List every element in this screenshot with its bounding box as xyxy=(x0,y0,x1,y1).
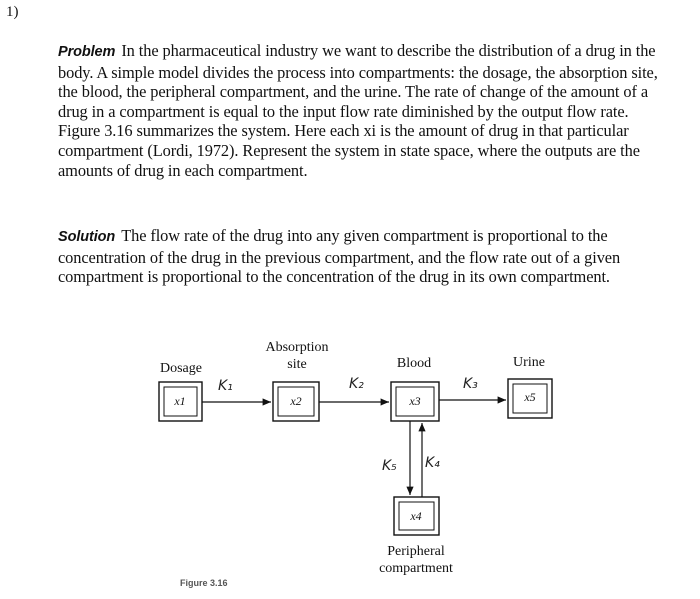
rate-constant-k3: K₃ xyxy=(463,376,478,392)
peripheral-label-line1: Peripheral xyxy=(387,544,445,559)
x2-variable: x2 xyxy=(290,394,302,408)
absorption-label-line2: site xyxy=(287,357,307,372)
dosage-label: Dosage xyxy=(160,361,202,376)
x5-variable: x5 xyxy=(524,390,536,404)
rate-constant-k4: K₄ xyxy=(425,455,440,471)
blood-label: Blood xyxy=(396,356,432,371)
x4-variable: x4 xyxy=(410,509,422,523)
peripheral-label-line2: compartment xyxy=(379,561,453,576)
rate-constant-k5: K₅ xyxy=(382,458,397,474)
x1-variable: x1 xyxy=(174,394,186,408)
blood-compartment xyxy=(391,382,439,421)
rate-constant-k2: K₂ xyxy=(349,376,364,392)
question-number: 1) xyxy=(6,4,19,20)
urine-compartment xyxy=(508,379,552,418)
x3-variable: x3 xyxy=(409,394,421,408)
problem-text: In the pharmaceutical industry we want to describe the distribution of a drug in the body. A simple model divides the process into compartments: the dosage, the absorption site, the blood, the peripheral compartment, and the urine. The rate of change of the amount of a drug in a compartment is equal to the input flow rate diminished by the output flow rate. Figure 3.16 summarizes the system. Here each xi is the amount of drug in that particular compartment (Lordi, 1972). Represent the system in state space, where the outputs are the amounts of drug in each compartment. xyxy=(58,41,658,180)
rate-constant-k1: K₁ xyxy=(218,378,233,394)
peripheral-compartment xyxy=(394,497,439,535)
urine-label: Urine xyxy=(513,355,545,370)
absorption-label-line1: Absorption xyxy=(265,340,329,355)
figure-caption: Figure 3.16 xyxy=(180,578,228,588)
absorption-compartment xyxy=(273,382,319,421)
problem-label: Problem xyxy=(58,44,116,60)
solution-label: Solution xyxy=(58,229,116,245)
dosage-compartment xyxy=(159,382,202,421)
solution-text: The flow rate of the drug into any given compartment is proportional to the concentration of the drug in the previous compartment, and the flow rate out of a given compartment is proportional to the concentration of the drug in its own compartment. xyxy=(58,226,621,287)
